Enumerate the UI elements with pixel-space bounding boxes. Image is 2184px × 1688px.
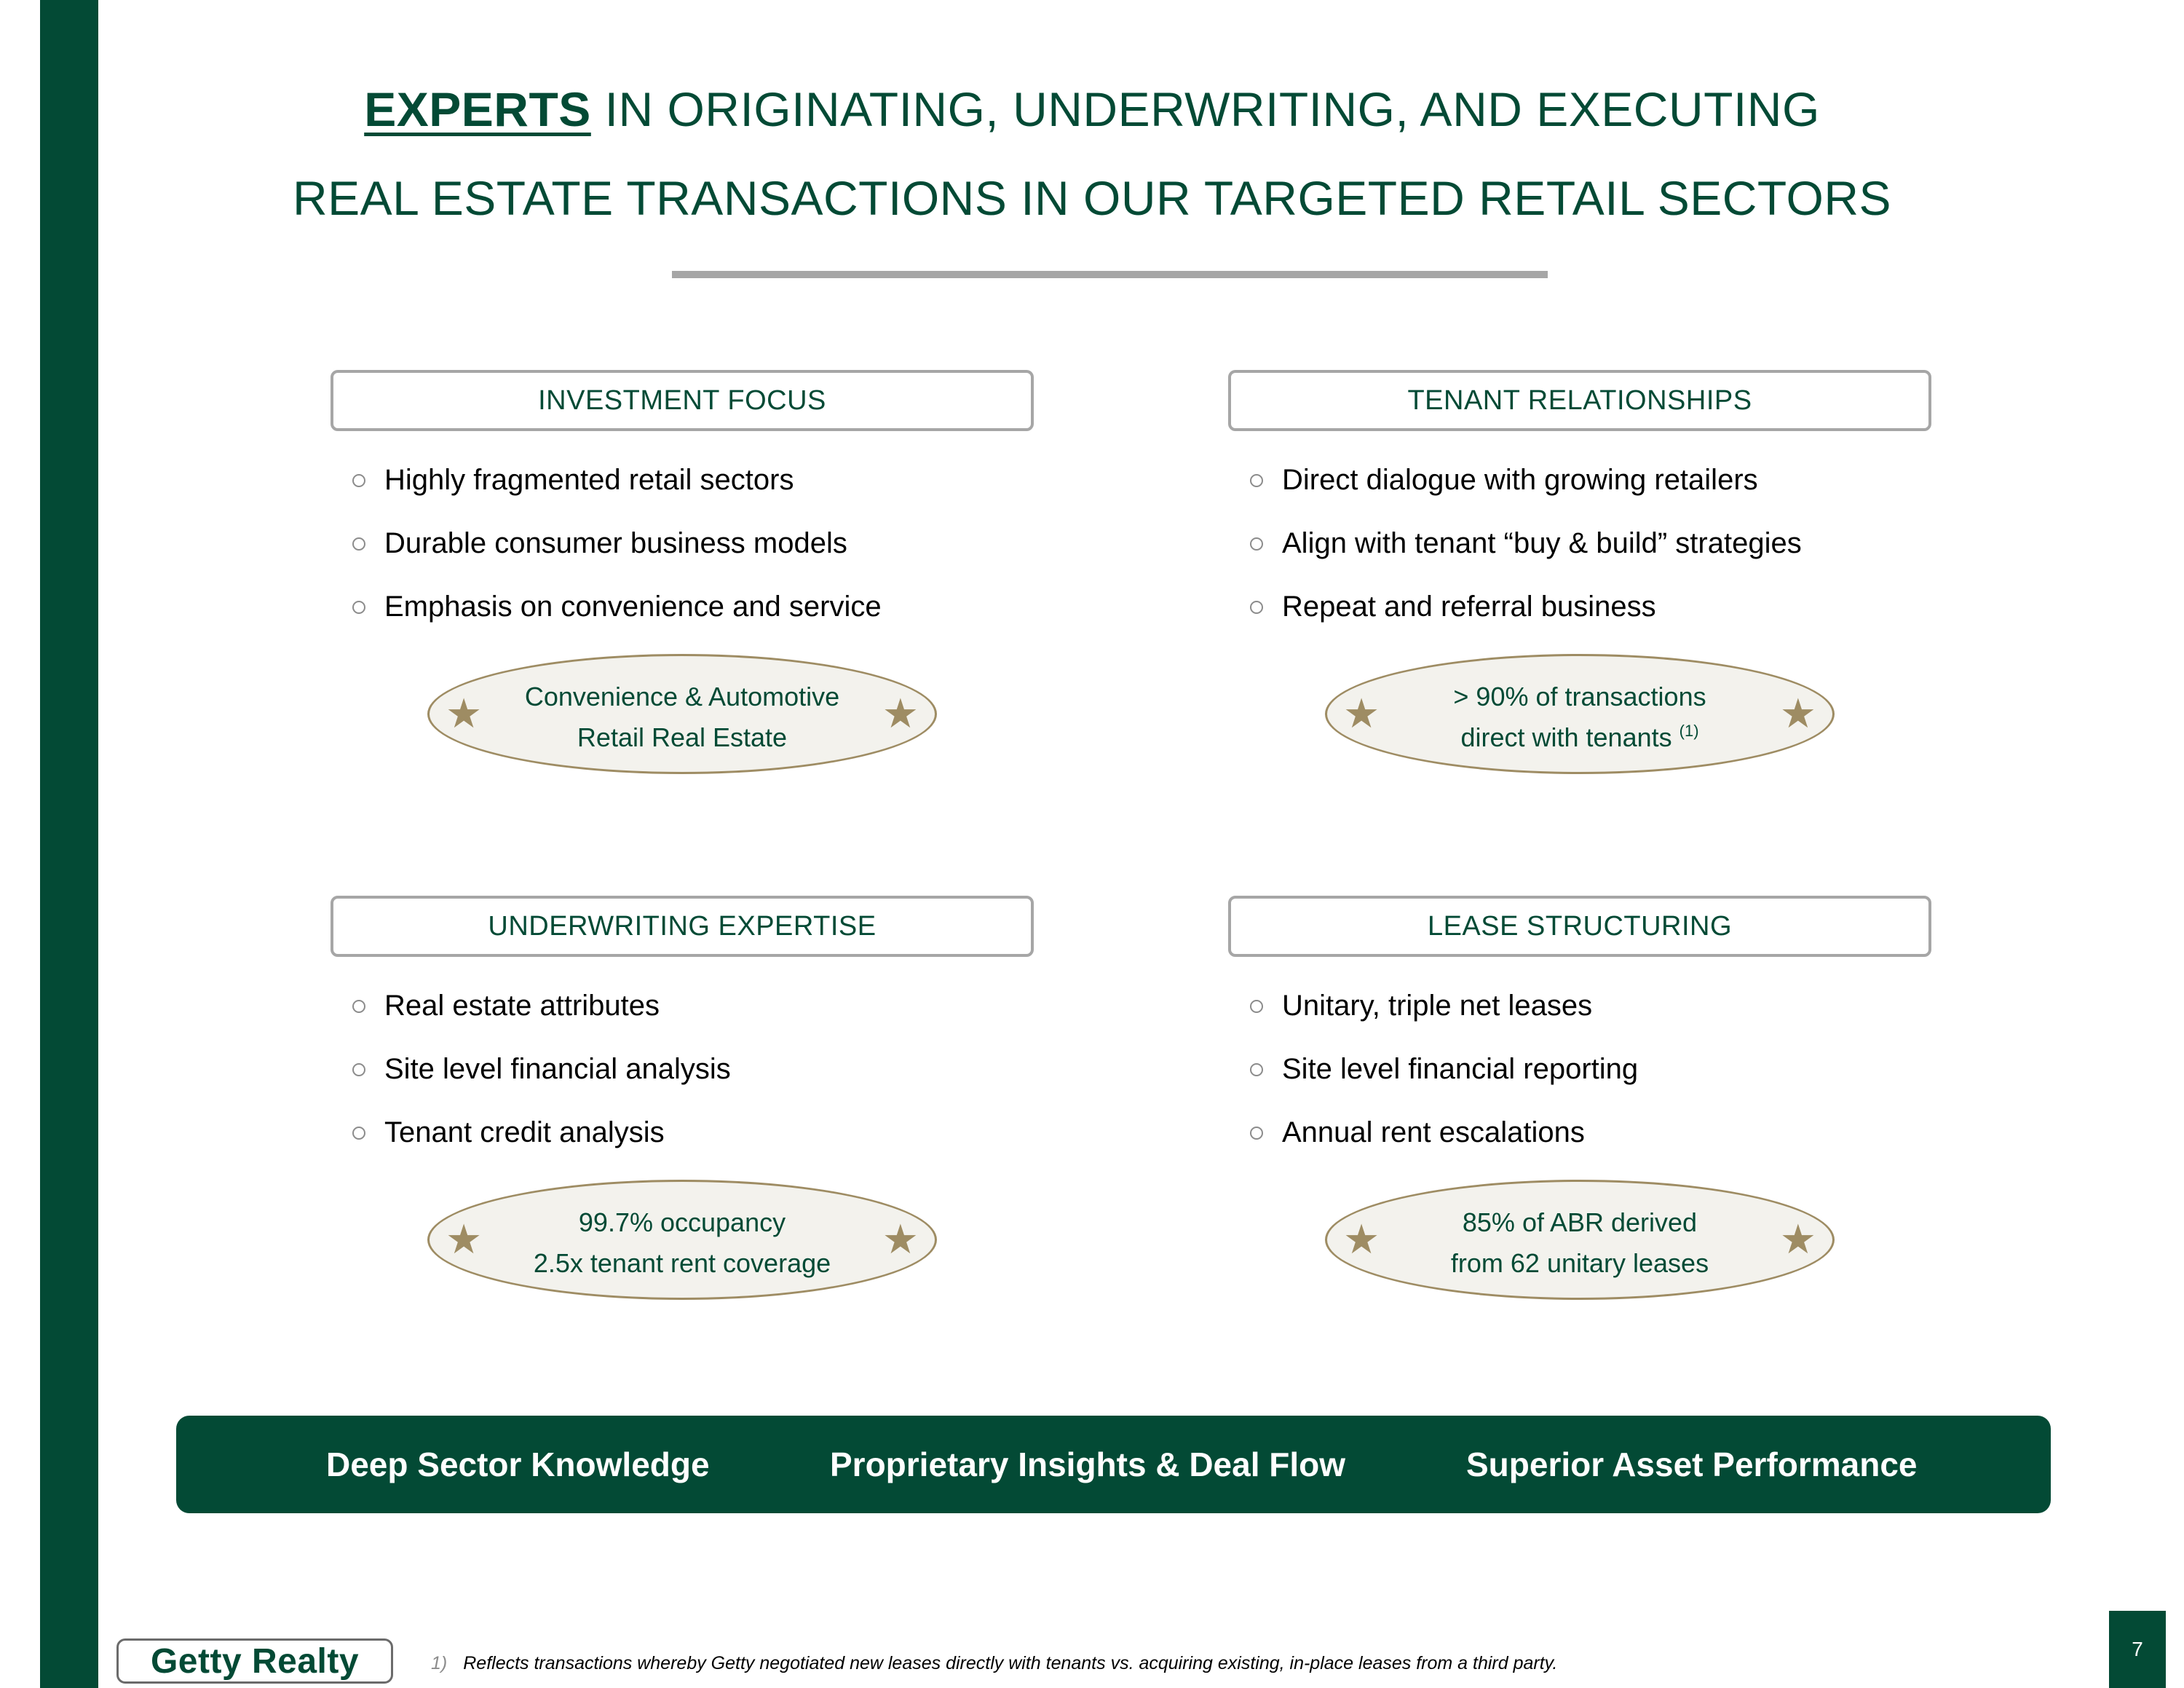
callout-oval (1325, 654, 1835, 774)
callout-oval (427, 1180, 937, 1300)
panel-underwriting-expertise (331, 896, 1037, 1278)
callout-line-2 (1327, 1243, 1832, 1284)
panel-tenant-relationships (1228, 370, 1934, 752)
list-item (1250, 449, 1802, 512)
bullet-text: Unitary, triple net leases (1282, 990, 1593, 1022)
list-item (352, 575, 882, 639)
bullet-circle-icon (1250, 1127, 1263, 1140)
callout-line-1: 99.7% occupancy (578, 1207, 786, 1237)
list-item (1250, 1038, 1638, 1101)
callout-line-2 (1327, 717, 1832, 758)
star-icon: ★ (882, 690, 919, 738)
banner-item-superior-asset-performance: Superior Asset Performance (1466, 1446, 1918, 1483)
callout-text (1327, 677, 1832, 758)
list-item (1250, 974, 1638, 1038)
bullet-text: Tenant credit analysis (384, 1116, 665, 1148)
callout-text (430, 677, 935, 758)
panel-header: TENANT RELATIONSHIPS (1228, 370, 1931, 431)
bullet-text: Site level financial reporting (1282, 1053, 1639, 1085)
footnote-marker: (1) (1679, 722, 1699, 740)
bullet-text: Annual rent escalations (1282, 1116, 1585, 1148)
star-icon: ★ (1779, 1216, 1816, 1263)
callout-line-2 (430, 717, 935, 758)
bullet-list (352, 449, 882, 639)
star-icon: ★ (1343, 1216, 1380, 1263)
footnote-text: Reflects transactions whereby Getty negotiated new leases directly with tenants vs. acquiring existing, in-place leases from a third party. (463, 1653, 1558, 1673)
list-item (1250, 512, 1802, 575)
callout-line-1: Convenience & Automotive (524, 682, 840, 711)
bullet-text: Repeat and referral business (1282, 591, 1656, 623)
panel-header: UNDERWRITING EXPERTISE (331, 896, 1034, 957)
star-icon: ★ (882, 1216, 919, 1263)
getty-realty-logo: Getty Realty (116, 1638, 393, 1684)
bullet-circle-icon (352, 1127, 365, 1140)
bullet-list (1250, 974, 1638, 1164)
callout-line-1: 85% of ABR derived (1462, 1207, 1698, 1237)
value-banner (176, 1416, 2051, 1513)
bullet-text: Durable consumer business models (384, 527, 847, 559)
callout-line-2-text: direct with tenants (1460, 722, 1672, 752)
bullet-circle-icon (1250, 601, 1263, 614)
callout-text (1327, 1202, 1832, 1284)
bullet-circle-icon (1250, 537, 1263, 551)
bullet-circle-icon (1250, 474, 1263, 487)
list-item (1250, 575, 1802, 639)
list-item (352, 1101, 731, 1164)
bullet-circle-icon (352, 1000, 365, 1013)
banner-item-proprietary-insights: Proprietary Insights & Deal Flow (830, 1446, 1346, 1483)
callout-line-2-text: Retail Real Estate (577, 722, 788, 752)
page-title-line-2: REAL ESTATE TRANSACTIONS IN OUR TARGETED RETAIL SECTORS (292, 171, 1892, 225)
bullet-circle-icon (1250, 1000, 1263, 1013)
bullet-text: Highly fragmented retail sectors (384, 464, 794, 496)
bullet-circle-icon (352, 537, 365, 551)
panel-lease-structuring (1228, 896, 1934, 1278)
callout-oval (1325, 1180, 1835, 1300)
star-icon: ★ (446, 690, 483, 738)
panel-investment-focus (331, 370, 1037, 752)
callout-oval (427, 654, 937, 774)
star-icon: ★ (1779, 690, 1816, 738)
panel-header: INVESTMENT FOCUS (331, 370, 1034, 431)
footnote-number: 1) (431, 1653, 448, 1673)
bullet-text: Emphasis on convenience and service (384, 591, 882, 623)
star-icon: ★ (446, 1216, 483, 1263)
callout-line-1: > 90% of transactions (1453, 682, 1706, 711)
banner-item-deep-sector-knowledge: Deep Sector Knowledge (326, 1446, 710, 1483)
list-item (352, 449, 882, 512)
callout-line-2-text: 2.5x tenant rent coverage (533, 1248, 831, 1278)
bullet-text: Real estate attributes (384, 990, 660, 1022)
page-title-line-1 (0, 82, 2184, 137)
bullet-circle-icon (1250, 1063, 1263, 1076)
callout-text (430, 1202, 935, 1284)
callout-line-2-text: from 62 unitary leases (1450, 1248, 1709, 1278)
list-item (352, 512, 882, 575)
title-emphasis: EXPERTS (364, 82, 591, 136)
bullet-list (1250, 449, 1802, 639)
footnote (431, 1653, 1557, 1674)
bullet-circle-icon (352, 601, 365, 614)
callout-line-2 (430, 1243, 935, 1284)
bullet-list (352, 974, 731, 1164)
bullet-text: Direct dialogue with growing retailers (1282, 464, 1758, 496)
bullet-text: Align with tenant “buy & build” strategies (1282, 527, 1802, 559)
list-item (352, 1038, 731, 1101)
title-divider (672, 271, 1548, 278)
star-icon: ★ (1343, 690, 1380, 738)
page-number: 7 (2109, 1611, 2166, 1688)
bullet-circle-icon (352, 1063, 365, 1076)
bullet-circle-icon (352, 474, 365, 487)
list-item (352, 974, 731, 1038)
bullet-text: Site level financial analysis (384, 1053, 731, 1085)
title-line-1-rest: IN ORIGINATING, UNDERWRITING, AND EXECUTING (590, 82, 1820, 136)
list-item (1250, 1101, 1638, 1164)
panel-header: LEASE STRUCTURING (1228, 896, 1931, 957)
left-accent-bar (40, 0, 98, 1688)
